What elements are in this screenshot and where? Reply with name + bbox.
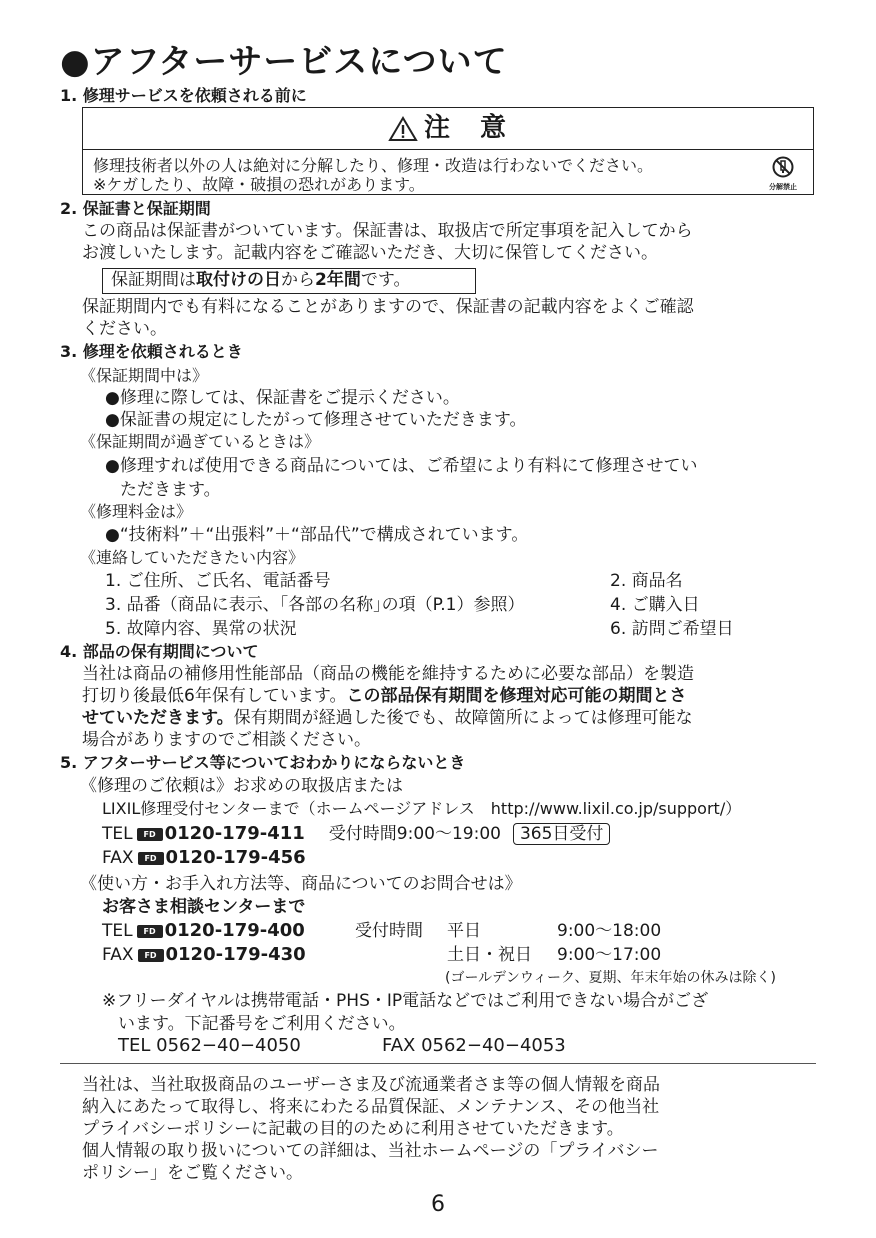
inquiry-hours-label: 受付時間: [355, 921, 423, 941]
free-dial-icon: FD: [138, 949, 164, 962]
section-2-heading: 2. 保証書と保証期間: [60, 199, 211, 218]
inquiry-tel-label: TEL: [102, 921, 133, 941]
free-dial-icon: FD: [137, 828, 163, 841]
alt-tel: TEL 0562−40−4050: [118, 1035, 301, 1056]
warranty-text-3: 保証期間内でも有料になることがありますので、保証書の記載内容をよくご確認: [82, 297, 694, 317]
caution-box: [82, 107, 814, 195]
repair-tel-row: [102, 823, 610, 845]
bullet-paid-repair: ●修理すれば使用できる商品については、ご希望により有料にて修理させてい: [105, 456, 698, 476]
section-1-heading: 1. 修理サービスを依頼される前に: [60, 86, 307, 105]
weekday-hours: 9:00〜18:00: [557, 921, 662, 941]
warranty-period-box: [102, 268, 476, 294]
parts-text-3: [82, 708, 693, 728]
caution-header: [83, 108, 813, 150]
contact-item-6: 6. 訪問ご希望日: [610, 619, 734, 639]
section-4-heading: 4. 部品の保有期間について: [60, 642, 259, 661]
holiday-label: 土日・祝日: [447, 945, 532, 965]
no-disassembly-mark: [763, 156, 803, 191]
inquiry-fax-label: FAX: [102, 945, 134, 965]
repair-request-intro: 《修理のご依頼は》お求めの取扱店または: [80, 776, 403, 796]
parts-text-2b: この部品保有期間を修理対応可能の期間とさ: [346, 686, 687, 706]
parts-text-4: 場合がありますのでご相談ください。: [82, 730, 371, 750]
inquiry-tel-row: [102, 921, 305, 941]
warranty-period-e: です。: [360, 270, 411, 290]
inquiry-intro: 《使い方・お手入れ方法等、商品についてのお問合せは》: [80, 874, 522, 894]
parts-text-2: [82, 686, 686, 706]
freedial-note-1: ※フリーダイヤルは携帯電話・PHS・IP電話などではご利用できない場合がござ: [102, 991, 709, 1011]
warranty-period-length: 2年間: [315, 270, 361, 290]
contact-item-2: 2. 商品名: [610, 571, 683, 591]
warranty-period-a: 保証期間は: [111, 270, 196, 290]
subheading-contact-info: 《連絡していただきたい内容》: [80, 548, 305, 567]
parts-text-3a: せていただきます。: [82, 708, 234, 728]
parts-text-3b: 保有期間が経過した後でも、故障箇所によっては修理可能な: [233, 708, 693, 728]
section-5-heading: 5. アフターサービス等についておわかりにならないとき: [60, 753, 466, 772]
inquiry-fax-row: [102, 945, 306, 965]
privacy-text-2: 納入にあたって取得し、将来にわたる品質保証、メンテナンス、その他当社: [82, 1097, 660, 1117]
no-disassembly-label: 分解禁止: [769, 183, 797, 191]
repair-fax-label: FAX: [102, 848, 134, 868]
subheading-after-warranty: 《保証期間が過ぎているときは》: [80, 432, 321, 451]
no-disassembly-icon: [772, 156, 794, 178]
customer-center-line: お客さま相談センターまで: [102, 897, 306, 917]
contact-item-4: 4. ご購入日: [610, 595, 700, 615]
caution-text-2: ※ケガしたり、故障・破損の恐れがあります。: [93, 175, 425, 194]
privacy-text-4: 個人情報の取り扱いについての詳細は、当社ホームページの「プライバシー: [82, 1141, 659, 1161]
lixil-center-line: LIXIL修理受付センターまで（ホームページアドレス http://www.lixil.co.jp/support/）: [102, 799, 742, 818]
repair-tel-label: TEL: [102, 824, 133, 844]
subheading-in-warranty: 《保証期間中は》: [80, 366, 209, 385]
warranty-period-start: 取付けの日: [196, 270, 281, 290]
bullet-repair-rules: ●保証書の規定にしたがって修理させていただきます。: [105, 410, 527, 430]
parts-text-2a: 打切り後最低6年保有しています。: [82, 686, 347, 706]
inquiry-tel-number: 0120-179-400: [164, 920, 305, 941]
warning-icon: [388, 116, 418, 142]
open-365-badge: 365日受付: [513, 823, 610, 845]
section-3-heading: 3. 修理を依頼されるとき: [60, 342, 243, 361]
caution-title: 注 意: [423, 113, 508, 143]
contact-item-1: 1. ご住所、ご氏名、電話番号: [105, 571, 331, 591]
repair-fax-row: [102, 848, 306, 868]
holiday-note: (ゴールデンウィーク、夏期、年末年始の休みは除く): [445, 970, 776, 986]
parts-text-1: 当社は商品の補修用性能部品（商品の機能を維持するために必要な部品）を製造: [82, 664, 694, 684]
subheading-repair-fee: 《修理料金は》: [80, 502, 193, 521]
bullet-present-warranty: ●修理に際しては、保証書をご提示ください。: [105, 388, 460, 408]
privacy-text-3: プライバシーポリシーに記載の目的のために利用させていただきます。: [82, 1119, 624, 1139]
repair-fax-number: 0120-179-456: [165, 847, 306, 868]
page-title: ●アフターサービスについて: [60, 42, 508, 82]
contact-item-3: 3. 品番（商品に表示、｢各部の名称｣の項（P.1）参照）: [105, 595, 525, 615]
warranty-text-1: この商品は保証書がついています。保証書は、取扱店で所定事項を記入してから: [82, 221, 693, 241]
repair-tel-number: 0120-179-411: [164, 823, 305, 844]
holiday-hours: 9:00〜17:00: [557, 945, 662, 965]
bullet-fee-breakdown: ●“技術料”＋“出張料”＋“部品代”で構成されています。: [105, 525, 529, 545]
free-dial-icon: FD: [137, 925, 163, 938]
privacy-text-5: ポリシー」をご覧ください。: [82, 1163, 303, 1183]
warranty-period-c: から: [281, 270, 315, 290]
warranty-text-4: ください。: [82, 319, 167, 339]
inquiry-fax-number: 0120-179-430: [165, 944, 306, 965]
divider: [60, 1063, 816, 1064]
caution-text-1: 修理技術者以外の人は絶対に分解したり、修理・改造は行わないでください。: [93, 156, 654, 175]
warranty-text-2: お渡しいたします。記載内容をご確認いただき、大切に保管してください。: [82, 243, 658, 263]
privacy-text-1: 当社は、当社取扱商品のユーザーさま及び流通業者さま等の個人情報を商品: [82, 1075, 660, 1095]
weekday-label: 平日: [447, 921, 481, 941]
page-number: 6: [431, 1192, 445, 1217]
alt-fax: FAX 0562−40−4053: [382, 1035, 566, 1056]
freedial-note-2: います。下記番号をご利用ください。: [118, 1014, 406, 1034]
bullet-paid-repair-cont: ただきます。: [120, 480, 221, 500]
free-dial-icon: FD: [138, 852, 164, 865]
repair-tel-hours: 受付時間9:00〜19:00: [328, 824, 501, 844]
contact-item-5: 5. 故障内容、異常の状況: [105, 619, 297, 639]
